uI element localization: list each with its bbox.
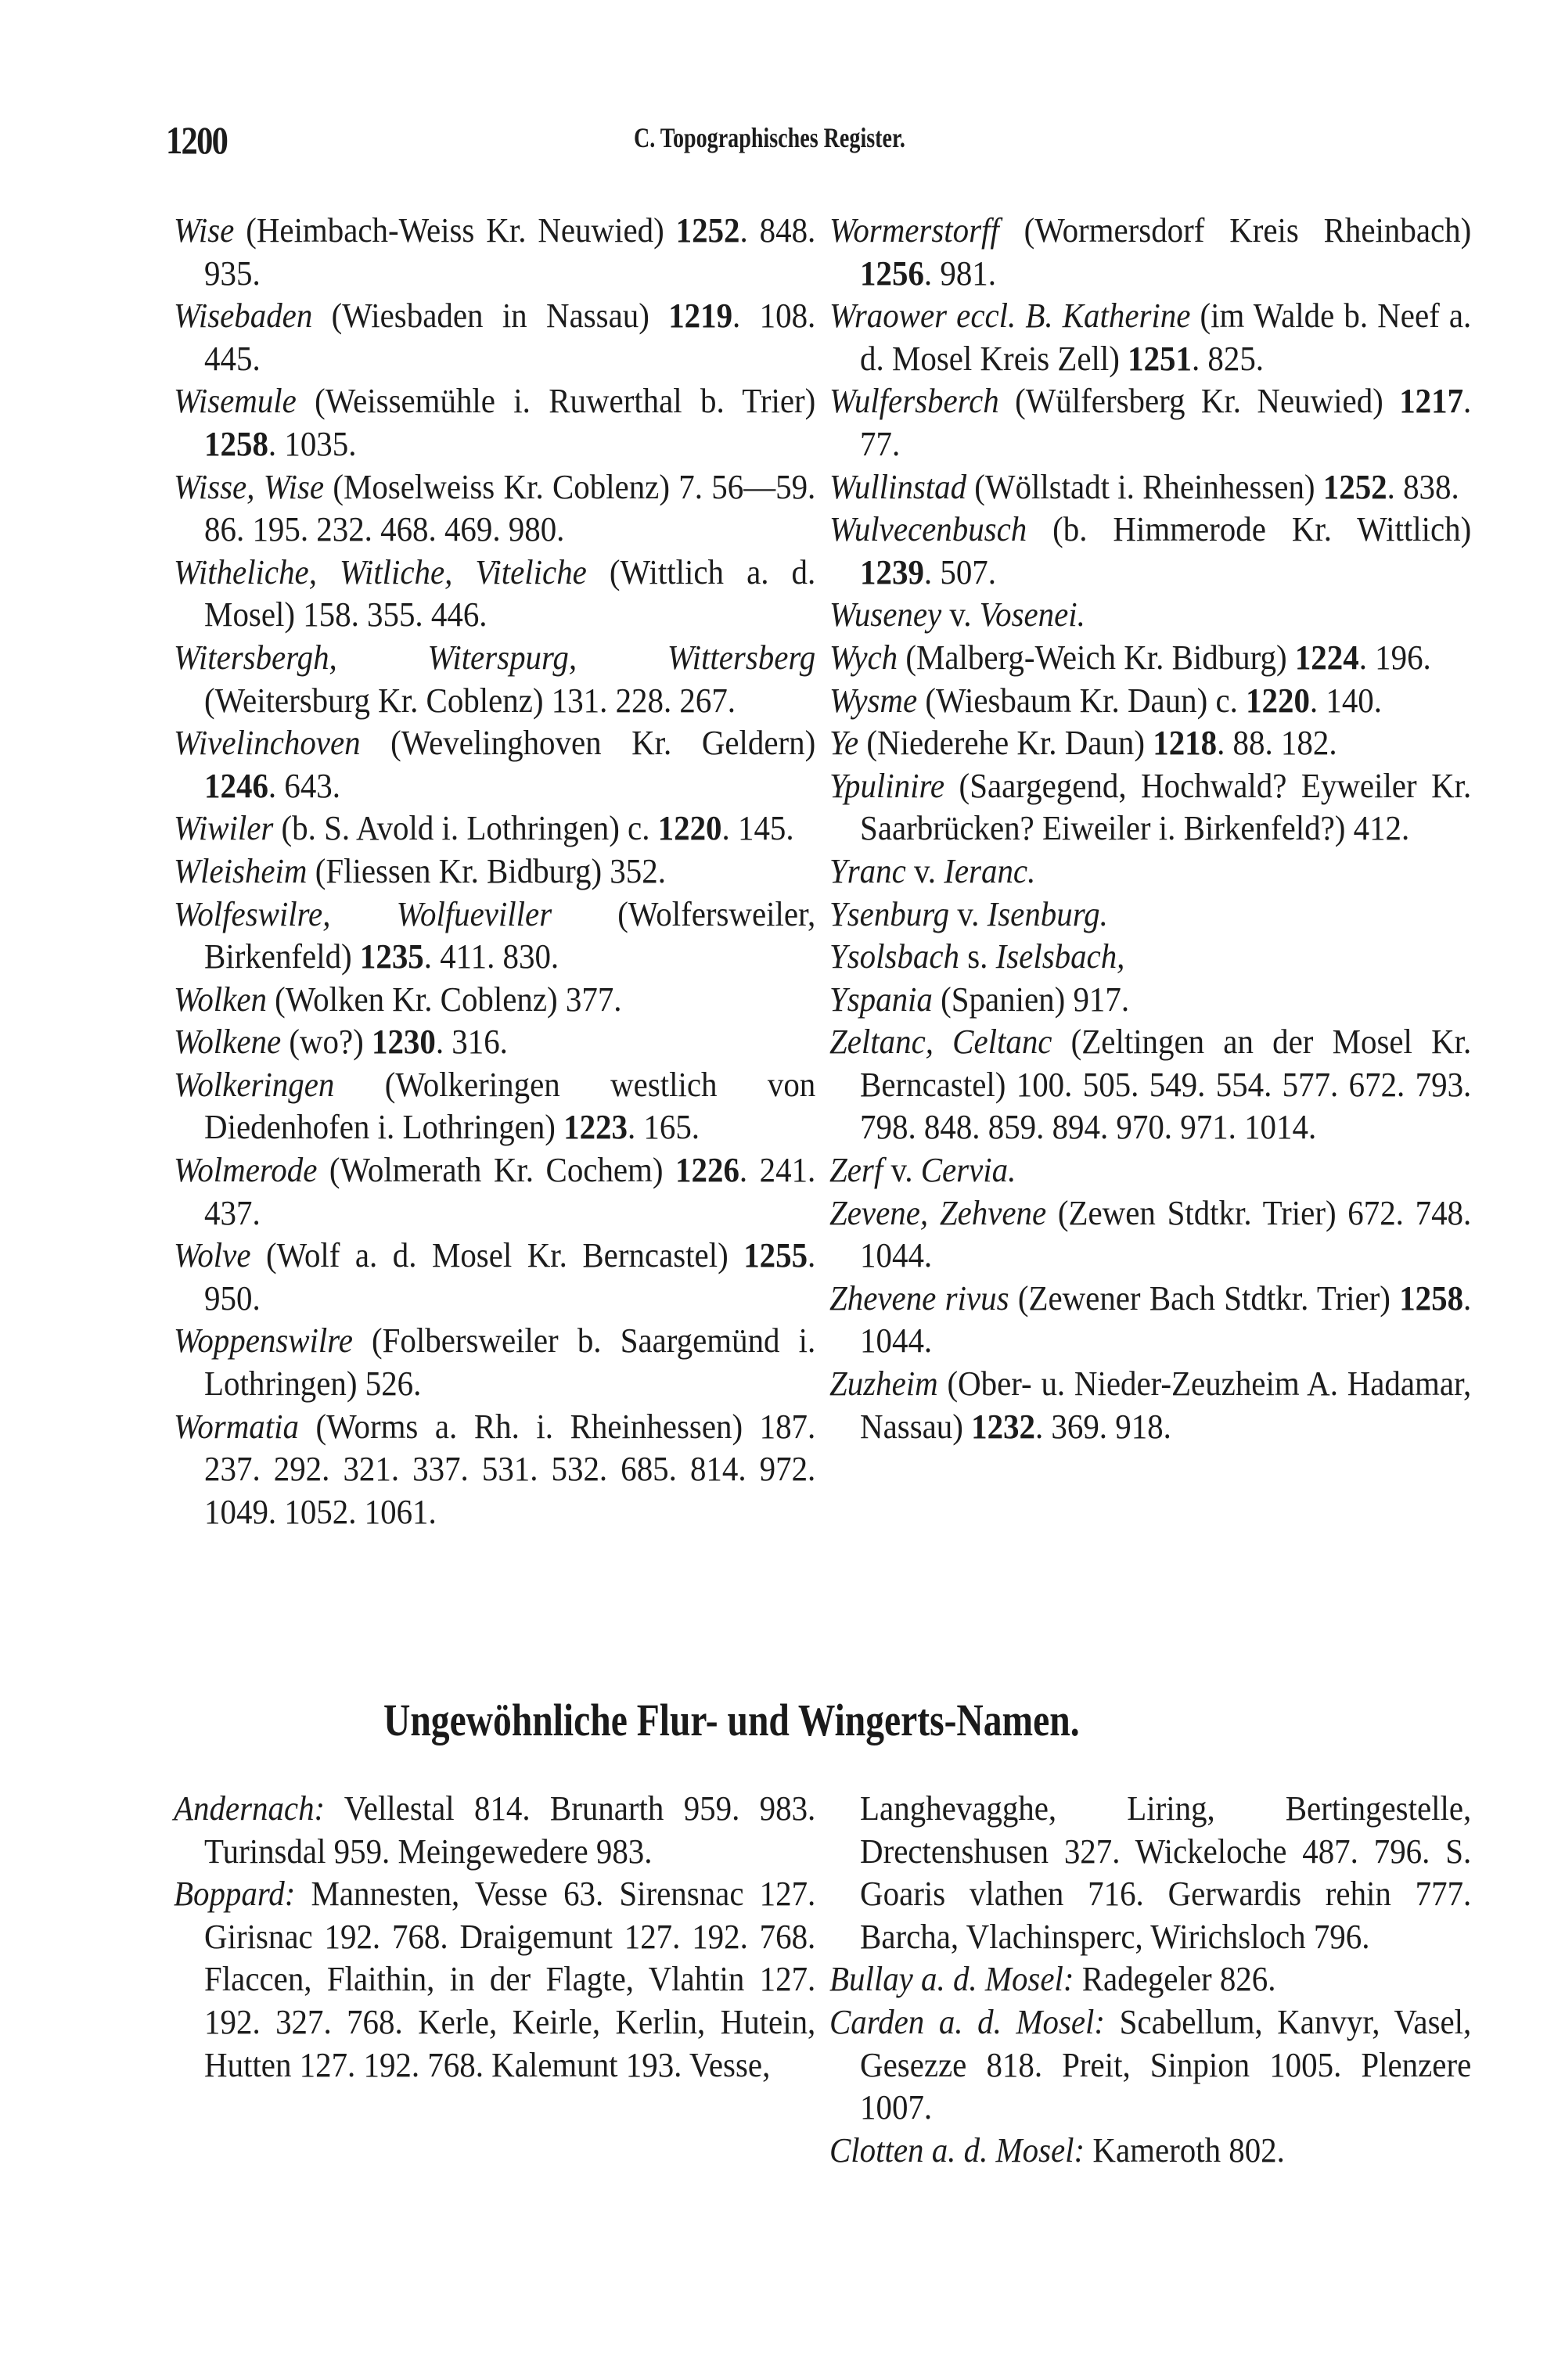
entry-term: Wuseney	[829, 595, 942, 635]
entry-term: Zuzheim	[829, 1364, 938, 1404]
register-column-left	[174, 210, 816, 1533]
place-term: Bullay a. d. Mosel:	[829, 1960, 1074, 1999]
entry-refs: . 241. 437.	[204, 1151, 816, 1232]
entry-text: (im Walde b. Neef a. d. Mosel Kreis Zell)	[860, 297, 1472, 378]
entry-refs: . 507.	[923, 552, 996, 591]
entry-refs: . 950.	[204, 1236, 816, 1318]
entry-refs: . 1035.	[268, 424, 357, 463]
entry-text: v.	[941, 595, 980, 635]
place-term: Boppard:	[174, 1875, 296, 1914]
entry-term: Wise	[174, 211, 235, 250]
entry-year: 1246	[204, 766, 268, 805]
entry-year: 1239	[860, 552, 924, 591]
register-entry	[174, 1064, 815, 1149]
entry-text: (Zewen Stdtkr. Trier) 672. 748. 1044.	[860, 1193, 1472, 1275]
entry-text: (Fliessen Kr. Bidburg) 352.	[307, 851, 666, 890]
page-number: 1200	[166, 118, 228, 162]
entry-text: (Heimbach-Weiss Kr. Neuwied)	[234, 211, 676, 250]
register-entry	[174, 1320, 815, 1405]
place-term: Andernach:	[174, 1789, 326, 1828]
entry-text: (Niederehe Kr. Daun)	[858, 724, 1153, 763]
entry-term: Wulvecenbusch	[829, 510, 1027, 549]
entry-year: 1255	[743, 1236, 808, 1275]
entry-text: (Moselweiss Kr. Coblenz) 7. 56—59. 86. 195. 232. 468. 469. 980.	[204, 467, 816, 549]
entry-year: 1230	[372, 1023, 436, 1062]
section-heading: Ungewöhnliche Flur- und Wingerts-Namen.	[383, 1695, 1080, 1745]
entry-term: Wullinstad	[829, 467, 967, 506]
entry-year: 1232	[971, 1407, 1035, 1446]
entry-term: Yspania	[829, 980, 933, 1019]
entry-term: Wormatia	[174, 1407, 299, 1446]
entry-year: 1256	[860, 253, 924, 293]
register-entry	[829, 509, 1471, 594]
entry-text: v.	[949, 894, 988, 933]
place-term: Carden a. d. Mosel:	[829, 2002, 1106, 2041]
entry-text: (Weissemühle i. Ruwerthal b. Trier)	[296, 382, 816, 421]
flurnamen-entry-continued	[829, 1788, 1471, 1958]
register-entry	[829, 979, 1471, 1022]
entry-refs: . 77.	[860, 382, 1472, 463]
entry-refs: . 88. 182.	[1217, 724, 1337, 763]
entry-text: (Wolf a. d. Mosel Kr. Berncastel)	[250, 1236, 744, 1275]
register-entry	[829, 936, 1471, 979]
cross-reference-term: Iselsbach,	[995, 937, 1125, 976]
entry-term: Wleisheim	[174, 851, 308, 890]
entry-refs: . 140.	[1309, 681, 1382, 720]
entry-term: Witheliche, Witliche, Viteliche	[174, 552, 587, 591]
register-entry	[174, 850, 815, 893]
entry-text: (b. Himmerode Kr. Wittlich)	[1027, 510, 1472, 549]
entry-text: (Wolfersweiler, Birkenfeld)	[204, 894, 816, 976]
flurnamen-entry	[829, 2001, 1471, 2130]
flurnamen-entry	[174, 1788, 815, 1873]
entry-year: 1258	[1399, 1278, 1464, 1318]
register-entry	[829, 893, 1471, 937]
register-entry	[174, 1021, 815, 1064]
entry-year: 1226	[675, 1151, 739, 1190]
entry-year: 1217	[1399, 382, 1464, 421]
entry-text: (Malberg-Weich Kr. Bidburg)	[898, 638, 1295, 677]
register-entry	[174, 1149, 815, 1235]
entry-text: (wo?)	[281, 1023, 372, 1062]
cross-reference-term: Ieranc.	[944, 851, 1036, 890]
entry-text: (Wülfersberg Kr. Neuwied)	[998, 382, 1400, 421]
entry-text: (Wittlich a. d. Mosel) 158. 355. 446.	[204, 552, 816, 635]
register-entry	[829, 210, 1471, 295]
entry-term: Wolmerode	[174, 1151, 318, 1190]
entry-term: Zevene, Zehvene	[829, 1193, 1047, 1232]
entry-year: 1220	[657, 809, 722, 848]
entry-refs: . 848. 935.	[204, 211, 816, 293]
register-entry	[829, 1192, 1471, 1278]
entry-text: (Weitersburg Kr. Coblenz) 131. 228. 267.	[204, 681, 736, 720]
entry-text: v.	[883, 1151, 921, 1190]
entry-text: (Folbersweiler b. Saargemünd i. Lothringen) 526.	[204, 1321, 816, 1404]
entry-text: (Zeltingen an der Mosel Kr. Berncastel) 100. 505. 549. 554. 577. 672. 793. 798. 848. 859. 894. 970. 971. 1014.	[860, 1023, 1472, 1147]
entry-term: Woppenswilre	[174, 1321, 353, 1361]
entry-year: 1252	[675, 211, 740, 250]
cross-reference-term: Vosenei.	[979, 595, 1085, 635]
entry-term: Wraower eccl. B. Katherine	[829, 297, 1191, 336]
entry-refs: . 196.	[1358, 638, 1431, 677]
entry-text: v.	[905, 851, 944, 890]
cross-reference-term: Cervia.	[920, 1151, 1016, 1190]
flurnamen-entry	[174, 1873, 815, 2087]
entry-term: Wisebaden	[174, 297, 313, 336]
register-entry	[174, 1406, 815, 1534]
entry-text: (Wolken Kr. Coblenz) 377.	[266, 980, 622, 1019]
entry-term: Zhevene rivus	[829, 1278, 1009, 1318]
register-entry	[174, 210, 815, 295]
entry-text: Radegeler 826.	[1074, 1960, 1276, 1999]
entry-text: (b. S. Avold i. Lothringen) c.	[273, 809, 658, 848]
register-entry	[174, 807, 815, 850]
register-entry	[829, 1021, 1471, 1149]
entry-term: Wolkeringen	[174, 1065, 335, 1104]
flurnamen-column-right	[829, 1788, 1472, 2172]
entry-term: Ye	[829, 724, 859, 763]
entry-year: 1220	[1246, 681, 1310, 720]
entry-text: Scabellum, Kanvyr, Vasel, Gesezze 818. Preit, Sinpion 1005. Plenzere 1007.	[860, 2002, 1472, 2127]
entry-term: Wivelinchoven	[174, 724, 361, 763]
entry-text: (Wevelinghoven Kr. Geldern)	[360, 724, 816, 763]
register-column-right	[829, 210, 1472, 1448]
register-entry	[829, 637, 1471, 680]
entry-term: Ysenburg	[829, 894, 950, 933]
entry-term: Witersbergh, Witerspurg, Wittersberg	[174, 638, 816, 677]
flurnamen-entry	[829, 2130, 1471, 2173]
entry-refs: . 411. 830.	[423, 937, 559, 976]
place-term: Clotten a. d. Mosel:	[829, 2130, 1085, 2170]
register-entry	[174, 979, 815, 1022]
entry-year: 1251	[1128, 339, 1192, 378]
register-entry	[174, 552, 815, 637]
entry-term: Wisemule	[174, 382, 297, 421]
entry-term: Wolve	[174, 1236, 251, 1275]
entry-term: Wolken	[174, 980, 267, 1019]
entry-year: 1235	[359, 937, 424, 976]
register-entry	[829, 1149, 1471, 1192]
entry-text: (Saargegend, Hochwald? Eyweiler Kr. Saarbrücken? Eiweiler i. Birkenfeld?) 412.	[860, 766, 1472, 848]
entry-refs: . 1044.	[860, 1278, 1472, 1361]
entry-text: (Ober- u. Nieder-Zeuzheim A. Hadamar, Nassau)	[860, 1364, 1472, 1446]
entry-year: 1218	[1153, 724, 1218, 763]
entry-term: Wormerstorff	[829, 211, 999, 250]
entry-text: Langhevagghe, Liring, Bertingestelle, Drectenshusen 327. Wickeloche 487. 796. S. Goaris vlathen 716. Gerwardis rehin 777. Barcha, Vlachinsperc, Wirichsloch 796.	[860, 1789, 1472, 1956]
entry-text: Kameroth 802.	[1085, 2130, 1285, 2170]
entry-year: 1258	[204, 424, 268, 463]
entry-text: Mannesten, Vesse 63. Sirensnac 127. Girisnac 192. 768. Draigemunt 127. 192. 768. Flaccen, Flaithin, in der Flagte, Vlahtin 127. 192. 327. 768. Kerle, Keirle, Kerlin, Hutein, Hutten 127. 192. 768. Kalemunt 193. Vesse,	[204, 1875, 816, 2084]
entry-term: Wych	[829, 638, 898, 677]
register-entry	[829, 1278, 1471, 1363]
register-entry	[829, 295, 1471, 380]
entry-text: (Wolkeringen westlich von Diedenhofen i. Lothringen)	[204, 1065, 816, 1147]
register-entry	[829, 594, 1471, 637]
register-entry	[174, 380, 815, 466]
register-entry	[829, 680, 1471, 723]
running-title: C. Topographisches Register.	[634, 122, 905, 153]
entry-term: Ypulinire	[829, 766, 945, 805]
entry-year: 1219	[668, 297, 733, 336]
register-entry	[829, 380, 1471, 466]
entry-text: (Wöllstadt i. Rheinhessen)	[966, 467, 1323, 506]
entry-year: 1252	[1322, 467, 1387, 506]
entry-year: 1224	[1294, 638, 1359, 677]
entry-refs: . 145.	[721, 809, 794, 848]
register-entry	[174, 893, 815, 979]
register-entry	[174, 637, 815, 722]
entry-text: (Worms a. Rh. i. Rheinhessen) 187. 237. 292. 321. 337. 531. 532. 685. 814. 972. 1049. 1052. 1061.	[204, 1407, 816, 1531]
cross-reference-term: Isenburg.	[987, 894, 1108, 933]
register-entry	[829, 765, 1471, 850]
entry-refs: . 108. 445.	[204, 297, 816, 378]
entry-term: Wysme	[829, 681, 918, 720]
entry-text: (Zewener Bach Stdtkr. Trier)	[1009, 1278, 1400, 1318]
entry-text: (Wormersdorf Kreis Rheinbach)	[998, 211, 1472, 250]
entry-term: Wiwiler	[174, 809, 274, 848]
register-entry	[829, 1363, 1471, 1448]
entry-text: (Wolmerath Kr. Cochem)	[317, 1151, 676, 1190]
register-entry	[174, 466, 815, 552]
entry-refs: . 316.	[435, 1023, 508, 1062]
entry-text: (Wiesbaum Kr. Daun) c.	[917, 681, 1247, 720]
entry-refs: . 643.	[268, 766, 340, 805]
entry-term: Wolfeswilre, Wolfueviller	[174, 894, 552, 933]
entry-refs: . 165.	[627, 1108, 700, 1147]
entry-term: Wisse, Wise	[174, 467, 325, 506]
entry-refs: . 369. 918.	[1034, 1407, 1171, 1446]
flurnamen-column-left	[174, 1788, 816, 2087]
entry-refs: . 981.	[923, 253, 996, 293]
entry-text: (Wiesbaden in Nassau)	[312, 297, 669, 336]
entry-text: Vellestal 814. Brunarth 959. 983. Turinsdal 959. Meingewedere 983.	[204, 1789, 816, 1871]
flurnamen-entry	[829, 1958, 1471, 2001]
entry-year: 1223	[563, 1108, 628, 1147]
entry-refs: . 825.	[1191, 339, 1265, 378]
register-entry	[829, 722, 1471, 765]
register-entry	[829, 850, 1471, 893]
entry-term: Wolkene	[174, 1023, 282, 1062]
register-entry	[174, 722, 815, 807]
register-entry	[174, 295, 815, 380]
register-entry	[829, 466, 1471, 509]
entry-term: Ysolsbach	[829, 937, 959, 976]
entry-refs: . 838.	[1387, 467, 1459, 506]
register-entry	[174, 1235, 815, 1320]
entry-text: (Spanien) 917.	[932, 980, 1130, 1019]
entry-term: Zerf	[829, 1151, 883, 1190]
entry-text: s.	[959, 937, 996, 976]
entry-term: Zeltanc, Celtanc	[829, 1023, 1052, 1062]
entry-term: Yranc	[829, 851, 906, 890]
entry-term: Wulfersberch	[829, 382, 999, 421]
